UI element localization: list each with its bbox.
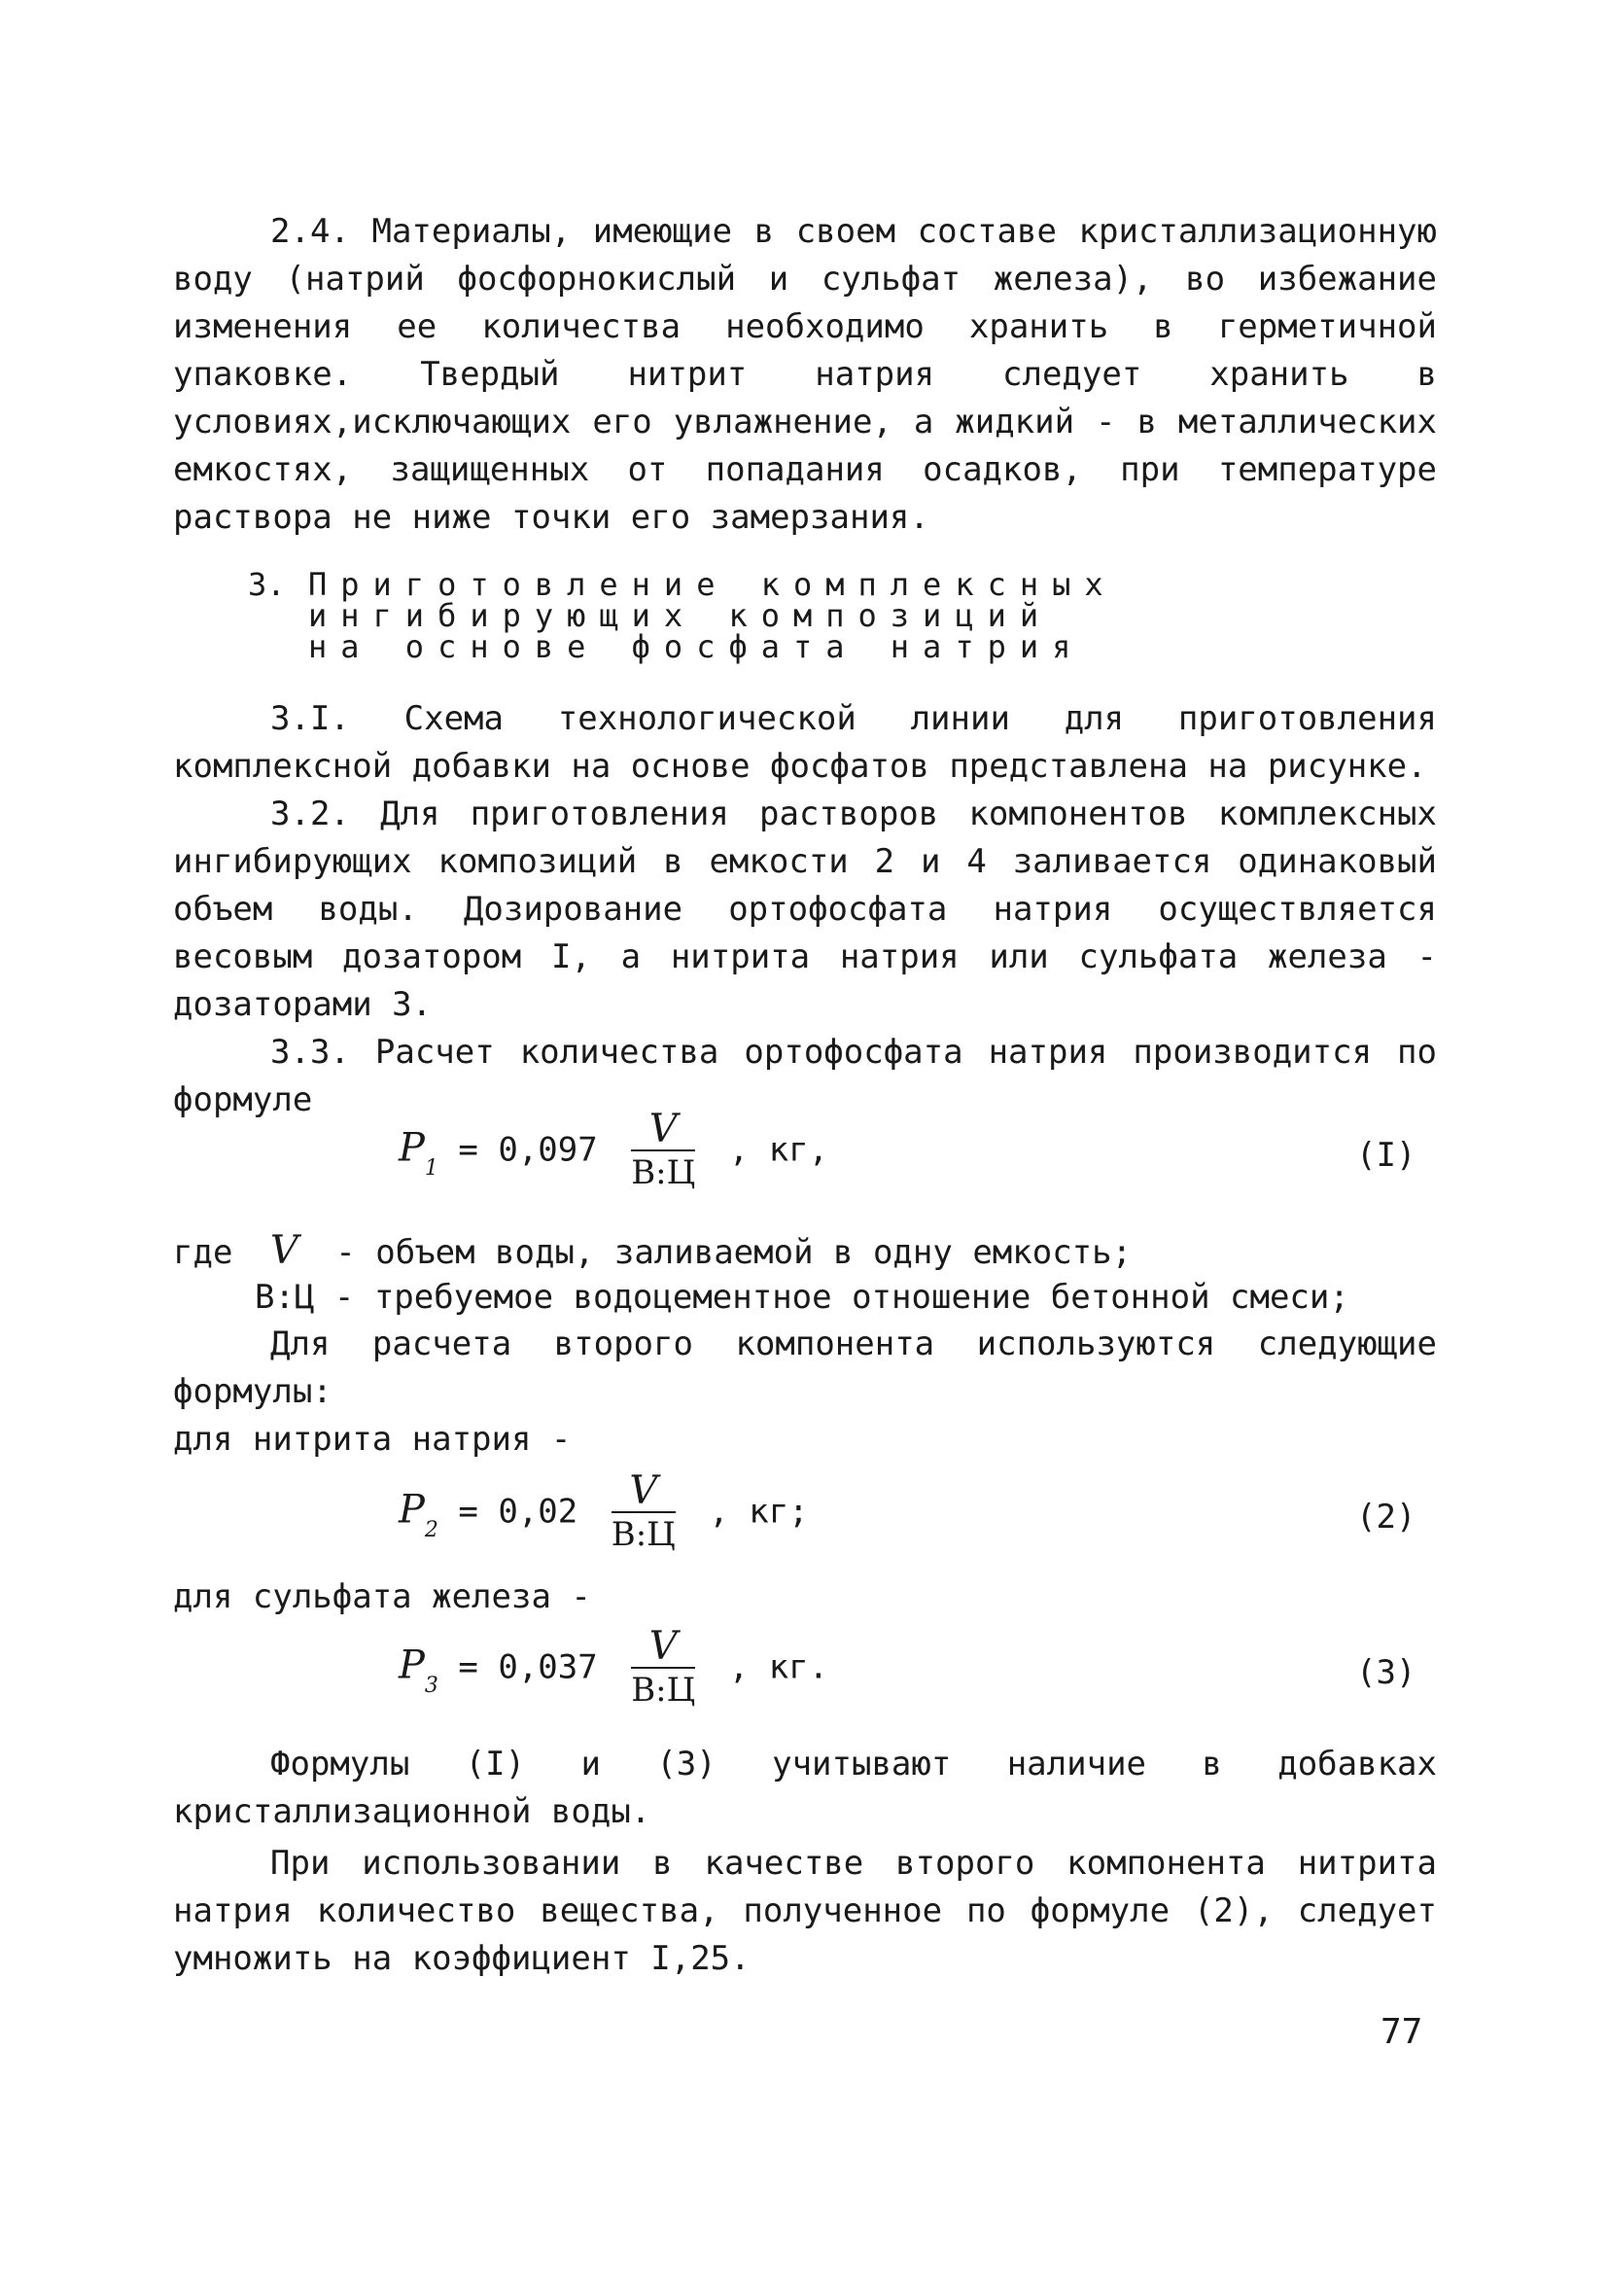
nitrite-note: При использовании в качестве второго компонента нитрита натрия количество вещества, полученное по формуле (2), следует умножить на коэффициент I,25. [173, 1844, 1437, 1978]
section-number: 3. [248, 566, 286, 603]
formula-1-symbol: P [399, 1125, 425, 1171]
formula-2-symbol: P [399, 1487, 425, 1533]
second-component-text: Для расчета второго компонента используются следующие формулы: [173, 1325, 1437, 1411]
formula-1-fraction [631, 1109, 695, 1194]
formula-3-denominator: В:Ц [631, 1671, 696, 1710]
formula-3-symbol: P [399, 1643, 425, 1688]
heading-line-2: ингибирующих композиций [308, 597, 1053, 634]
heading-line-1: Приготовление комплексных [308, 566, 1117, 603]
formula-3 [399, 1626, 828, 1712]
formula-1-unit: , кг, [728, 1130, 829, 1170]
formula-3-numerator: V [631, 1626, 695, 1669]
where-bc-line: В:Ц - требуемое водоцементное отношение бетонной смеси; [255, 1278, 1349, 1317]
formula-2-unit: , кг; [709, 1492, 809, 1532]
formula-1-coef: = 0,097 [458, 1130, 598, 1170]
formula-2-fraction [612, 1470, 676, 1556]
formula-1-denominator: В:Ц [631, 1153, 696, 1192]
paragraph-3-2: 3.2. Для приготовления растворов компонентов комплексных ингибирующих композиций в емкости 2 и 4 заливается одинаковый объем воды. Дозирование ортофосфата натрия осуществляется весовым дозатором I, а нитрита натрия или сульфата железа - дозаторами 3. [173, 795, 1437, 1024]
formula-1-subscript: 1 [424, 1155, 438, 1181]
formula-2-numerator: V [612, 1470, 676, 1513]
formulas-note: Формулы (I) и (3) учитывают наличие в добавках кристаллизационной воды. [173, 1745, 1437, 1831]
where-v-symbol: V [269, 1228, 298, 1273]
heading-line-3: на основе фосфата натрия [308, 628, 1085, 665]
paragraph-3-3: 3.3. Расчет количества ортофосфата натрия производится по формуле [173, 1033, 1437, 1119]
formula-2-number: (2) [1356, 1498, 1416, 1537]
formula-2-subscript: 2 [424, 1517, 438, 1542]
formula-2-denominator: В:Ц [611, 1515, 676, 1554]
formula-1-numerator: V [631, 1109, 695, 1151]
page-number: 77 [1381, 2012, 1423, 2052]
formula-3-unit: , кг. [728, 1647, 829, 1687]
formula-3-subscript: 3 [424, 1673, 438, 1698]
for-sulfate-label: для сульфата железа - [173, 1577, 591, 1616]
formula-1-number: (I) [1356, 1136, 1416, 1175]
where-lead: где [173, 1233, 233, 1272]
formula-3-coef: = 0,037 [458, 1647, 598, 1687]
paragraph-2-4: 2.4. Материалы, имеющие в своем составе кристаллизационную воду (натрий фосфорнокислый и сульфат железа), во избежание изменения ее количества необходимо хранить в герметичной упаковке. Твердый нитрит натрия следует хранить в условиях,исключающих его увлажнение, а жидкий - в металлических емкостях, защищенных от попадания осадков, при температуре раствора не ниже точки его замерзания. [173, 212, 1437, 537]
formula-2 [399, 1470, 809, 1556]
formula-3-fraction [631, 1626, 695, 1712]
for-nitrite-label: для нитрита натрия - [173, 1420, 572, 1459]
formula-1 [399, 1109, 828, 1194]
where-v-text: - объем воды, заливаемой в одну емкость; [335, 1233, 1133, 1272]
where-v-line [173, 1227, 1132, 1277]
formula-3-number: (3) [1356, 1653, 1416, 1692]
formula-2-coef: = 0,02 [458, 1492, 578, 1532]
paragraph-3-1: 3.I. Схема технологической линии для приготовления комплексной добавки на основе фосфатов представлена на рисунке. [173, 699, 1437, 786]
